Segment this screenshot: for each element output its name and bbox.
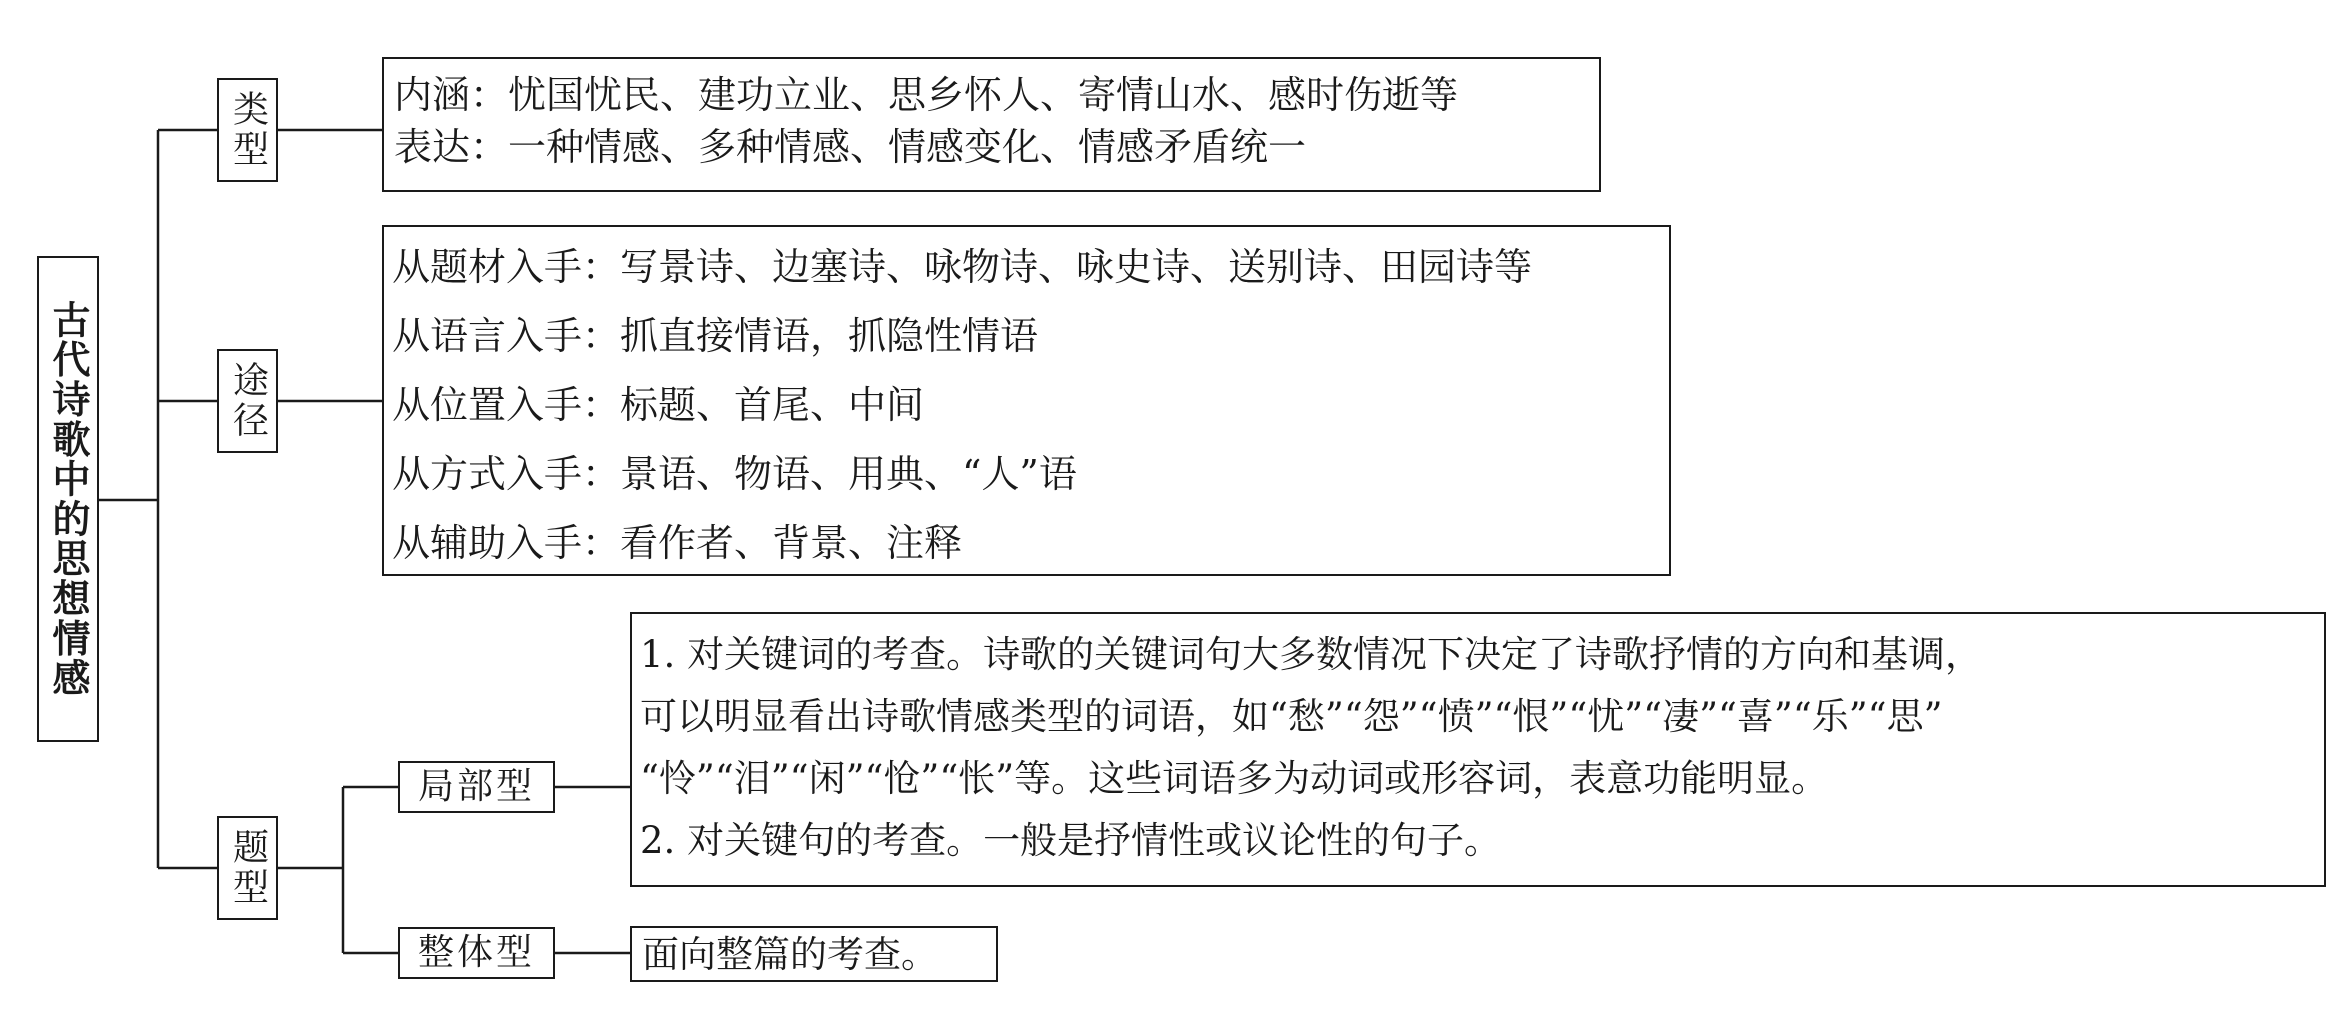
category-approaches <box>217 349 278 453</box>
subcategory-local <box>398 761 555 813</box>
approaches-line: 从语言入手：抓直接情语，抓隐性情语 <box>392 314 1039 358</box>
subcategory-local-label: 局部型 <box>417 766 535 807</box>
types-lines <box>394 69 1458 173</box>
local-line: 可以明显看出诗歌情感类型的词语，如“愁”“怨”“愤”“恨”“忧”“凄”“喜”“乐”“思” <box>640 695 1943 738</box>
approaches-line: 从题材入手：写景诗、边塞诗、咏物诗、咏史诗、送别诗、田园诗等 <box>392 245 1533 289</box>
whole-content-text: 面向整篇的考查。 <box>642 932 938 976</box>
approaches-line: 从位置入手：标题、首尾、中间 <box>392 383 925 427</box>
approaches-line: 从方式入手：景语、物语、用典、“人”语 <box>392 452 1077 496</box>
local-line: 1. 对关键词的考查。诗歌的关键词句大多数情况下决定了诗歌抒情的方向和基调， <box>640 633 1983 676</box>
approaches-lines <box>392 233 1532 578</box>
category-question-types <box>217 816 278 920</box>
subcategory-whole <box>398 927 555 979</box>
root-node <box>37 256 99 742</box>
category-approaches-label: 途径 <box>227 361 269 441</box>
local-line: 2. 对关键句的考查。一般是抒情性或议论性的句子。 <box>640 819 1502 862</box>
types-content-box <box>382 57 1601 192</box>
local-lines <box>640 624 1982 872</box>
approaches-line: 从辅助入手：看作者、背景、注释 <box>392 521 963 565</box>
category-question-types-label: 题型 <box>227 828 269 908</box>
types-line: 表达：一种情感、多种情感、情感变化、情感矛盾统一 <box>394 125 1307 169</box>
types-line: 内涵：忧国忧民、建功立业、思乡怀人、寄情山水、感时伤逝等 <box>394 73 1459 117</box>
root-label: 古代诗歌中的思想情感 <box>46 300 90 698</box>
subcategory-whole-label: 整体型 <box>417 932 535 973</box>
whole-content-box <box>630 926 998 982</box>
local-line: “怜”“泪”“闲”“怆”“怅”等。这些词语多为动词或形容词，表意功能明显。 <box>640 757 1829 800</box>
approaches-content-box <box>382 225 1671 576</box>
category-types <box>217 78 278 182</box>
local-content-box <box>630 612 2326 887</box>
category-types-label: 类型 <box>227 90 269 170</box>
